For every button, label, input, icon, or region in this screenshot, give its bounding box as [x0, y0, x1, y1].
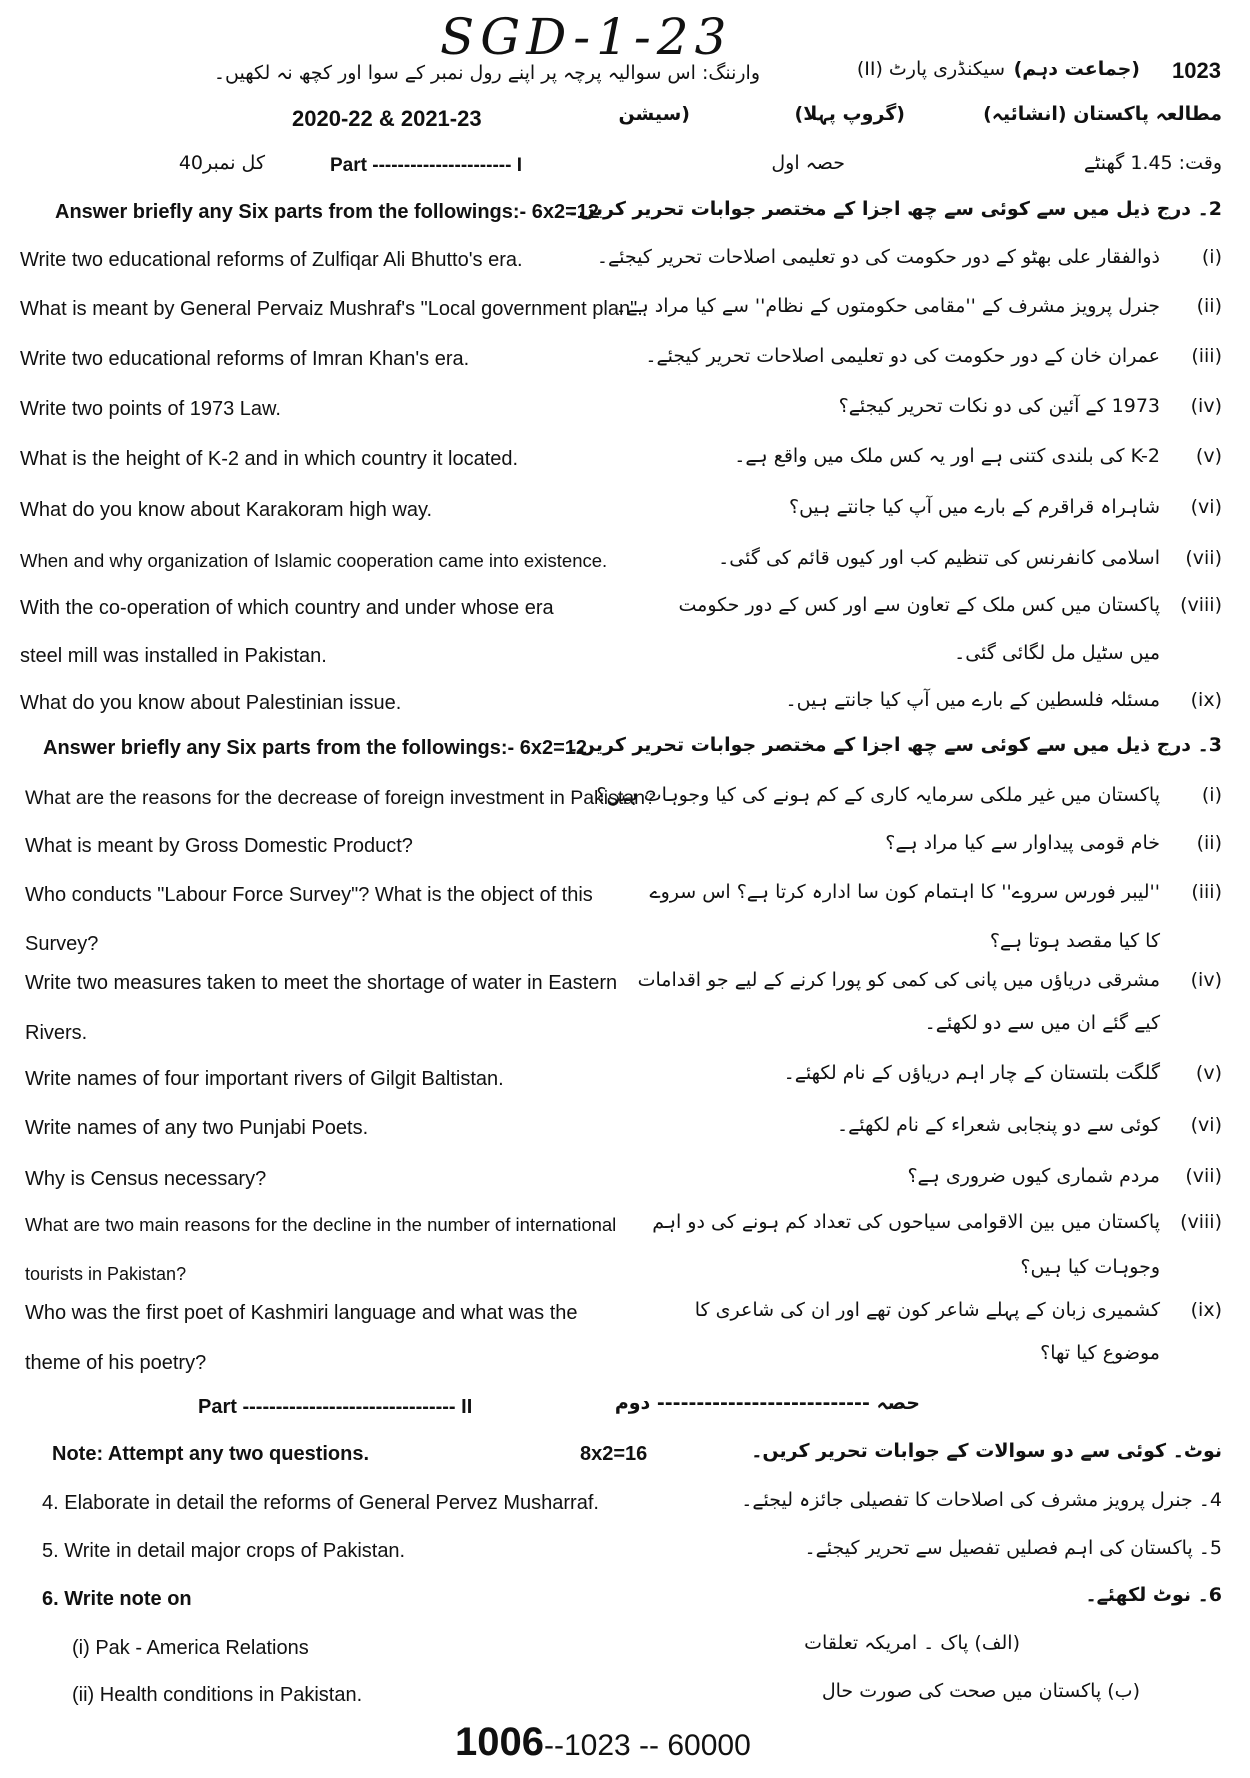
- q3-item-en-cont: Survey?: [25, 933, 99, 955]
- q2-instruction-ur: 2۔ درج ذیل میں سے کوئی سے چھ اجزا کے مختصر جوابات تحریر کریں۔: [567, 198, 1222, 220]
- q4-en: 4. Elaborate in detail the reforms of General Pervez Musharraf.: [42, 1492, 599, 1514]
- q3-item-num: (iii): [1191, 881, 1222, 903]
- q3-item-en: Write names of any two Punjabi Poets.: [25, 1117, 369, 1139]
- q3-instruction-ur: 3۔ درج ذیل میں سے کوئی سے چھ اجزا کے مختصر جوابات تحریر کریں۔: [567, 734, 1222, 756]
- q3-item-num: (ii): [1196, 832, 1222, 854]
- q2-item-ur: شاہراہ قراقرم کے بارے میں آپ کیا جانتے ہیں؟: [788, 496, 1160, 518]
- q3-item-ur: پاکستان میں غیر ملکی سرمایہ کاری کے کم ہونے کی کیا وجوہات ہیں؟: [596, 784, 1160, 806]
- q2-item-en: What do you know about Palestinian issue.: [20, 692, 402, 714]
- q2-item-en-cont: steel mill was installed in Pakistan.: [20, 645, 327, 667]
- q3-item-num: (v): [1195, 1062, 1222, 1084]
- q2-item-ur: مسئلہ فلسطین کے بارے میں آپ کیا جانتے ہیں۔: [785, 689, 1160, 711]
- q3-item-num: (vi): [1190, 1114, 1222, 1136]
- subject-urdu: مطالعہ پاکستان (انشائیہ): [983, 103, 1222, 125]
- q3-item-num: (i): [1201, 784, 1222, 806]
- q6a-en: (i) Pak - America Relations: [72, 1637, 309, 1659]
- paper-code: 1023: [1172, 58, 1221, 83]
- q3-item-en: What are two main reasons for the decline in the number of international: [25, 1214, 617, 1235]
- q3-item-en: What is meant by Gross Domestic Product?: [25, 835, 413, 857]
- footer-code-big: 1006: [455, 1720, 544, 1764]
- part-two-label-en: Part -------------------------------- II: [198, 1396, 473, 1418]
- part-two-marks: 8x2=16: [580, 1443, 648, 1465]
- q3-item-ur: پاکستان میں بین الاقوامی سیاحوں کی تعداد کم ہونے کی دو اہم: [652, 1211, 1160, 1233]
- q3-item-ur: مشرقی دریاؤں میں پانی کی کمی کو پورا کرنے کے لیے جو اقدامات: [637, 969, 1160, 991]
- q3-item-en: Write two measures taken to meet the shortage of water in Eastern: [25, 972, 618, 994]
- q3-item-num: (ix): [1190, 1299, 1222, 1321]
- q2-item-num: (viii): [1180, 594, 1222, 616]
- q2-item-ur: پاکستان میں کس ملک کے تعاون سے اور کس کے دور حکومت: [678, 594, 1160, 616]
- q2-item-en: What is the height of K-2 and in which country it located.: [20, 448, 519, 470]
- q3-item-en-cont: Rivers.: [25, 1022, 88, 1044]
- q2-item-en: When and why organization of Islamic cooperation came into existence.: [20, 550, 608, 571]
- q2-item-en: Write two points of 1973 Law.: [20, 398, 281, 420]
- q6b-ur: (ب) پاکستان میں صحت کی صورت حال: [821, 1680, 1140, 1702]
- part-two-label-ur: حصہ --------------------------- دوم: [614, 1392, 920, 1414]
- q2-item-num: (vi): [1190, 496, 1222, 518]
- q3-item-en: What are the reasons for the decrease of foreign investment in Pakistan?: [25, 787, 656, 809]
- part-one-urdu: حصہ اول: [771, 152, 845, 174]
- q2-item-ur-cont: میں سٹیل مل لگائی گئی۔: [954, 642, 1160, 664]
- q2-item-ur: جنرل پرویز مشرف کے ''مقامی حکومتوں کے نظام'' سے کیا مراد ہے۔: [615, 295, 1160, 317]
- session-years: 2020-22 & 2021-23: [292, 106, 482, 131]
- time-urdu: وقت: 1.45 گھنٹے: [1083, 152, 1222, 174]
- q3-item-num: (iv): [1190, 969, 1222, 991]
- q3-item-ur-cont: کیے گئے ان میں سے دو لکھئے۔: [924, 1012, 1160, 1034]
- q3-item-ur-cont: کا کیا مقصد ہوتا ہے؟: [989, 930, 1160, 952]
- q2-item-num: (v): [1195, 445, 1222, 467]
- part-two-note-ur: نوٹ۔ کوئی سے دو سوالات کے جوابات تحریر کریں۔: [751, 1440, 1222, 1462]
- q3-item-en: Write names of four important rivers of Gilgit Baltistan.: [25, 1068, 504, 1090]
- q2-item-en: Write two educational reforms of Zulfiqar Ali Bhutto's era.: [20, 249, 523, 271]
- q2-item-ur: K-2 کی بلندی کتنی ہے اور یہ کس ملک میں واقع ہے۔: [734, 445, 1160, 467]
- total-marks-urdu: کل نمبر40: [178, 152, 265, 174]
- q3-item-ur: کوئی سے دو پنجابی شعراء کے نام لکھئے۔: [837, 1114, 1160, 1136]
- q5-ur: 5۔ پاکستان کی اہم فصلیں تفصیل سے تحریر کیجئے۔: [804, 1537, 1222, 1559]
- q2-item-num: (i): [1201, 246, 1222, 268]
- part-two-note-en: Note: Attempt any two questions.: [52, 1443, 370, 1465]
- q2-item-en: What is meant by General Pervaiz Mushraf's "Local government plan".: [20, 298, 643, 320]
- handwritten-code: SGD-1-23: [440, 8, 733, 66]
- q3-item-en-cont: theme of his poetry?: [25, 1352, 207, 1374]
- q3-item-ur: گلگت بلتستان کے چار اہم دریاؤں کے نام لکھئے۔: [783, 1062, 1160, 1084]
- class-urdu: (جماعت دہم): [1013, 58, 1140, 80]
- q3-item-ur-cont: موضوع کیا تھا؟: [1040, 1342, 1160, 1364]
- q2-item-en: What do you know about Karakoram high way.: [20, 499, 433, 521]
- q2-item-ur: ذوالفقار علی بھٹو کے دور حکومت کی دو تعلیمی اصلاحات تحریر کیجئے۔: [596, 246, 1160, 268]
- q2-item-num: (iv): [1190, 395, 1222, 417]
- q3-item-en: Why is Census necessary?: [25, 1168, 267, 1190]
- q6a-ur: (الف) پاک ۔ امریکہ تعلقات: [804, 1632, 1020, 1654]
- q3-item-ur-cont: وجوہات کیا ہیں؟: [1020, 1256, 1160, 1278]
- footer-code: [455, 1720, 751, 1765]
- q4-ur: 4۔ جنرل پرویز مشرف کی اصلاحات کا تفصیلی جائزہ لیجئے۔: [741, 1489, 1222, 1511]
- q3-item-ur: مردم شماری کیوں ضروری ہے؟: [907, 1165, 1160, 1187]
- session-urdu: (سیشن: [618, 103, 690, 125]
- q3-item-en: Who conducts "Labour Force Survey"? What is the object of this: [25, 884, 593, 906]
- q2-item-ur: 1973 کے آئین کی دو نکات تحریر کیجئے؟: [838, 395, 1160, 417]
- part-urdu: سیکنڈری پارٹ (II): [856, 58, 1005, 80]
- q2-item-num: (ii): [1196, 295, 1222, 317]
- q3-item-num: (vii): [1185, 1165, 1222, 1187]
- q6b-en: (ii) Health conditions in Pakistan.: [72, 1684, 363, 1706]
- q6-ur: 6۔ نوٹ لکھئے۔: [1085, 1584, 1222, 1606]
- q3-item-en: Who was the first poet of Kashmiri language and what was the: [25, 1302, 578, 1324]
- part-one-en: Part ---------------------- I: [330, 155, 522, 176]
- q2-item-num: (ix): [1190, 689, 1222, 711]
- q2-item-en: Write two educational reforms of Imran Khan's era.: [20, 348, 470, 370]
- q3-item-en-cont: tourists in Pakistan?: [25, 1264, 187, 1284]
- footer-code-rest: --1023 -- 60000: [543, 1729, 751, 1762]
- q3-item-num: (viii): [1180, 1211, 1222, 1233]
- q2-item-ur: اسلامی کانفرنس کی تنظیم کب اور کیوں قائم کی گئی۔: [718, 547, 1160, 569]
- q3-item-ur: ''لیبر فورس سروے'' کا اہتمام کون سا ادارہ کرتا ہے؟ اس سروے: [649, 881, 1160, 903]
- q2-item-ur: عمران خان کے دور حکومت کی دو تعلیمی اصلاحات تحریر کیجئے۔: [645, 345, 1160, 367]
- q2-item-num: (vii): [1185, 547, 1222, 569]
- q2-item-en: With the co-operation of which country and under whose era: [20, 597, 554, 619]
- q3-instruction-en: Answer briefly any Six parts from the followings:- 6x2=12: [43, 737, 588, 759]
- q2-instruction-en: Answer briefly any Six parts from the followings:- 6x2=12: [55, 201, 600, 223]
- q3-item-ur: کشمیری زبان کے پہلے شاعر کون تھے اور ان کی شاعری کا: [694, 1299, 1160, 1321]
- q2-item-num: (iii): [1191, 345, 1222, 367]
- q5-en: 5. Write in detail major crops of Pakistan.: [42, 1540, 406, 1562]
- group-urdu: (گروپ پہلا): [794, 103, 905, 125]
- warning-urdu: وارننگ: اس سوالیہ پرچہ پر اپنے رول نمبر کے سوا اور کچھ نہ لکھیں۔: [213, 62, 760, 84]
- q3-item-ur: خام قومی پیداوار سے کیا مراد ہے؟: [885, 832, 1160, 854]
- q6-en: 6. Write note on: [42, 1588, 192, 1610]
